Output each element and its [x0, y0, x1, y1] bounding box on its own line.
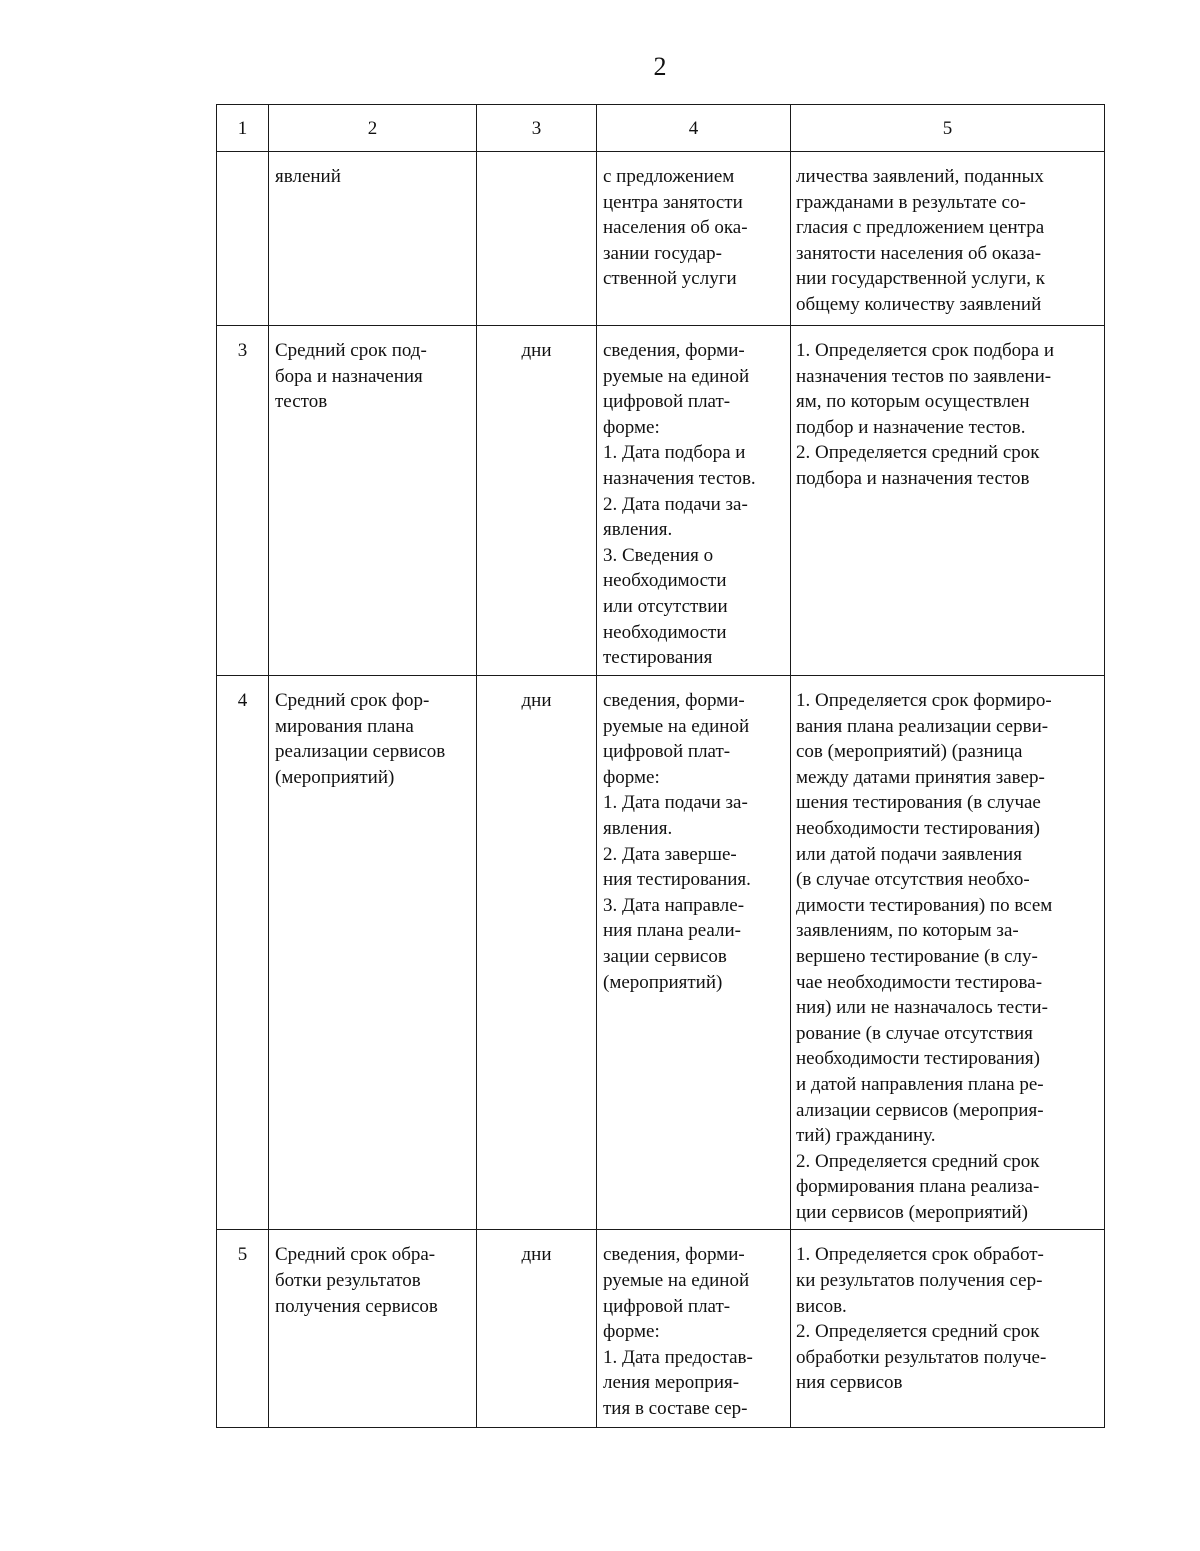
- text-line: необходимости тестирования): [796, 817, 1040, 839]
- text-line: висов.: [796, 1295, 847, 1317]
- text-line: тестирования: [603, 647, 713, 669]
- text-line: необходимости: [603, 570, 727, 592]
- column-header-4: 4: [597, 105, 791, 152]
- calculation-method-cell: [791, 152, 1105, 326]
- text-line: центра занятости: [603, 191, 743, 213]
- text-line: тий) гражданину.: [796, 1125, 936, 1147]
- text-line: рование (в случае отсутствия: [796, 1022, 1033, 1044]
- text-line: форме:: [603, 416, 660, 438]
- table-row: [217, 326, 1105, 676]
- text-line: между датами принятия завер-: [796, 766, 1045, 788]
- text-line: тия в составе сер-: [603, 1398, 748, 1420]
- text-line: гражданами в результате со-: [796, 191, 1026, 213]
- text-line: чае необходимости тестирова-: [796, 971, 1043, 993]
- text-line: назначения тестов по заявлени-: [796, 365, 1052, 387]
- text-line: получения сервисов: [275, 1295, 438, 1317]
- calculation-method-cell: [791, 326, 1105, 676]
- text-line: или датой подачи заявления: [796, 843, 1022, 865]
- text-line: 1. Определяется срок обработ-: [796, 1244, 1044, 1266]
- text-line: ния тестирования.: [603, 869, 751, 891]
- calculation-method-cell: [791, 1230, 1105, 1428]
- text-line: цифровой плат-: [603, 1295, 731, 1317]
- text-line: обработки результатов получе-: [796, 1346, 1047, 1368]
- text-line: 1. Дата предостав-: [603, 1346, 753, 1368]
- text-line: 2. Определяется средний срок: [796, 442, 1040, 464]
- text-line: руемые на единой: [603, 1270, 750, 1292]
- text-line: 1. Определяется срок подбора и: [796, 340, 1055, 361]
- text-line: ния) или не назначалось тести-: [796, 997, 1048, 1019]
- unit-cell: дни: [477, 676, 597, 1230]
- text-line: явлений: [275, 166, 341, 187]
- table-row: [217, 1230, 1105, 1428]
- text-line: зации сервисов: [603, 945, 727, 967]
- text-line: назначения тестов.: [603, 467, 756, 489]
- text-line: ки результатов получения сер-: [796, 1270, 1043, 1292]
- text-line: ям, по которым осуществлен: [796, 391, 1030, 413]
- text-line: 2. Определяется средний срок: [796, 1150, 1040, 1172]
- unit-cell: дни: [477, 326, 597, 676]
- text-line: (мероприятий): [603, 971, 723, 993]
- text-line: 1. Определяется срок формиро-: [796, 690, 1052, 711]
- text-line: сведения, форми-: [603, 1244, 745, 1266]
- text-line: явления.: [603, 519, 673, 541]
- indicator-name-cell: [269, 152, 477, 326]
- data-source-cell: [597, 1230, 791, 1428]
- text-line: форме:: [603, 1321, 660, 1343]
- text-line: бора и назначения: [275, 365, 423, 387]
- text-line: 2. Дата подачи за-: [603, 493, 748, 515]
- text-line: руемые на единой: [603, 365, 750, 387]
- text-line: общему количеству заявлений: [796, 293, 1042, 315]
- text-line: ции сервисов (мероприятий): [796, 1201, 1028, 1223]
- table-header-row: [217, 105, 1105, 152]
- column-header-2: 2: [269, 105, 477, 152]
- text-line: 1. Дата подачи за-: [603, 792, 748, 814]
- text-line: и датой направления плана ре-: [796, 1073, 1044, 1095]
- text-line: цифровой плат-: [603, 741, 731, 763]
- text-line: ния плана реали-: [603, 920, 742, 942]
- unit-cell: дни: [477, 1230, 597, 1428]
- text-line: форме:: [603, 766, 660, 788]
- text-line: ния сервисов: [796, 1372, 903, 1394]
- row-number-cell: 4: [217, 676, 269, 1230]
- text-line: сведения, форми-: [603, 690, 745, 711]
- table-row: [217, 152, 1105, 326]
- text-line: вания плана реализации серви-: [796, 715, 1049, 737]
- text-line: ботки результатов: [275, 1270, 421, 1292]
- text-line: личества заявлений, поданных: [796, 166, 1044, 187]
- text-line: 3. Сведения о: [603, 544, 714, 566]
- page-number: 2: [653, 52, 667, 81]
- text-line: с предложением: [603, 166, 735, 187]
- text-line: шения тестирования (в случае: [796, 792, 1041, 814]
- column-header-3: 3: [477, 105, 597, 152]
- text-line: реализации сервисов: [275, 741, 446, 763]
- text-line: населения об ока-: [603, 217, 748, 239]
- text-line: заявлениям, по которым за-: [796, 920, 1019, 942]
- data-source-cell: [597, 326, 791, 676]
- text-line: подбор и назначение тестов.: [796, 416, 1026, 438]
- text-line: мирования плана: [275, 715, 414, 737]
- text-line: сов (мероприятий) (разница: [796, 741, 1023, 763]
- indicator-name-cell: [269, 1230, 477, 1428]
- text-line: 1. Дата подбора и: [603, 442, 746, 464]
- row-number-cell: 5: [217, 1230, 269, 1428]
- text-line: или отсутствии: [603, 595, 728, 617]
- text-line: ственной услуги: [603, 268, 737, 290]
- unit-cell: [477, 152, 597, 326]
- column-header-5: 5: [791, 105, 1105, 152]
- row-number-cell: [217, 152, 269, 326]
- text-line: ления мероприя-: [603, 1372, 740, 1394]
- text-line: 3. Дата направле-: [603, 894, 745, 916]
- indicator-name-cell: [269, 676, 477, 1230]
- text-line: нии государственной услуги, к: [796, 268, 1046, 290]
- text-line: Средний срок обра-: [275, 1244, 436, 1266]
- text-line: явления.: [603, 817, 673, 839]
- text-line: Средний срок под-: [275, 340, 427, 361]
- text-line: Средний срок фор-: [275, 690, 430, 711]
- text-line: (мероприятий): [275, 766, 395, 788]
- calculation-method-cell: [791, 676, 1105, 1230]
- column-header-1: 1: [217, 105, 269, 152]
- text-line: гласия с предложением центра: [796, 217, 1045, 239]
- text-line: зании государ-: [603, 242, 722, 264]
- text-line: руемые на единой: [603, 715, 750, 737]
- table-row: [217, 676, 1105, 1230]
- text-line: 2. Дата заверше-: [603, 843, 737, 865]
- text-line: необходимости: [603, 621, 727, 643]
- text-line: ализации сервисов (мероприя-: [796, 1099, 1044, 1121]
- text-line: 2. Определяется средний срок: [796, 1321, 1040, 1343]
- text-line: димости тестирования) по всем: [796, 894, 1053, 916]
- text-line: вершено тестирование (в слу-: [796, 945, 1038, 967]
- indicator-name-cell: [269, 326, 477, 676]
- text-line: цифровой плат-: [603, 391, 731, 413]
- text-line: (в случае отсутствия необхо-: [796, 869, 1030, 891]
- text-line: сведения, форми-: [603, 340, 745, 361]
- text-line: формирования плана реализа-: [796, 1176, 1040, 1198]
- row-number-cell: 3: [217, 326, 269, 676]
- text-line: подбора и назначения тестов: [796, 467, 1030, 489]
- indicators-table: [216, 104, 1105, 1428]
- data-source-cell: [597, 676, 791, 1230]
- text-line: занятости населения об оказа-: [796, 242, 1042, 264]
- text-line: тестов: [275, 391, 328, 413]
- text-line: необходимости тестирования): [796, 1048, 1040, 1070]
- data-source-cell: [597, 152, 791, 326]
